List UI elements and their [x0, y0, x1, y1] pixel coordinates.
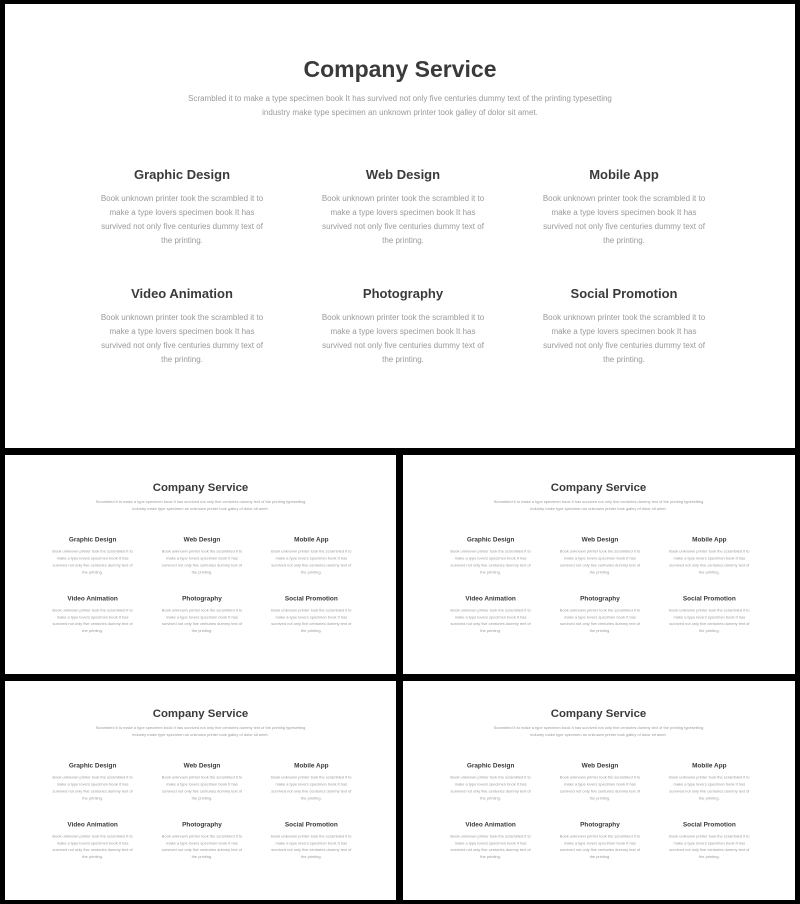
service-title: Social Promotion: [284, 594, 338, 602]
service-graphic-design: [444, 535, 538, 575]
service-photography: [308, 286, 498, 364]
service-photography: [155, 594, 249, 634]
service-title: Mobile App: [692, 761, 727, 770]
service-title: Graphic Design: [466, 535, 515, 544]
service-description: Book unknown printer took the scrambled it to make a type lovers specimen book It has survived not only five centuries dummy text of the printing.: [450, 607, 531, 634]
service-title: Web Design: [183, 761, 221, 770]
service-description: Book unknown printer took the scrambled it to make a type lovers specimen book It has survived not only five centuries dummy text of the printing.: [161, 549, 243, 575]
service-description: Book unknown printer took the scrambled it to make a type lovers specimen book It has survived not only five centuries dummy text of the printing.: [52, 775, 133, 801]
service-social-promotion: [662, 820, 756, 860]
service-mobile-app: [529, 167, 719, 245]
service-title: Web Design: [183, 535, 221, 544]
service-social-promotion: [264, 594, 358, 634]
service-video-animation: [87, 286, 277, 364]
service-title: Video Animation: [465, 820, 516, 828]
service-description: Book unknown printer took the scrambled it to make a type lovers specimen book It has survived not only five centuries dummy text of the printing.: [52, 607, 133, 634]
service-title: Graphic Design: [68, 761, 117, 770]
service-mobile-app: [264, 761, 358, 801]
service-description: Book unknown printer took the scrambled it to make a type lovers specimen book It has survived not only five centuries dummy text of the printing.: [271, 607, 352, 634]
service-description: Book unknown printer took the scrambled it to make a type lovers specimen book It has survived not only five centuries dummy text of the printing.: [100, 194, 264, 245]
slide-title: Company Service: [550, 706, 647, 720]
service-video-animation: [444, 594, 538, 634]
service-web-design: [308, 167, 498, 245]
slide-subtitle: Scrambled it to make a type specimen book It has survived not only five centuries dummy text of the printing typesetting industry make type specimen an unknown printer took galley of dolor sit amet.: [188, 94, 612, 117]
service-social-promotion: [662, 594, 756, 634]
slide-thumbnail-5[interactable]: [403, 681, 795, 900]
service-title: Social Promotion: [682, 594, 736, 602]
slide-title: Company Service: [550, 480, 647, 494]
service-description: Book unknown printer took the scrambled it to make a type lovers specimen book It has survived not only five centuries dummy text of the printing.: [52, 833, 133, 860]
service-description: Book unknown printer took the scrambled it to make a type lovers specimen book It has survived not only five centuries dummy text of the printing.: [669, 833, 750, 860]
service-title: Mobile App: [294, 761, 329, 770]
service-title: Mobile App: [692, 535, 727, 544]
service-description: Book unknown printer took the scrambled it to make a type lovers specimen book It has survived not only five centuries dummy text of the printing.: [52, 549, 133, 575]
service-graphic-design: [46, 535, 140, 575]
service-title: Video Animation: [67, 594, 118, 602]
service-description: Book unknown printer took the scrambled it to make a type lovers specimen book It has survived not only five centuries dummy text of the printing.: [450, 549, 531, 575]
service-video-animation: [46, 820, 140, 860]
slide-title: Company Service: [303, 56, 497, 82]
service-title: Mobile App: [589, 167, 659, 182]
service-web-design: [553, 761, 647, 801]
service-title: Web Design: [581, 535, 619, 544]
service-title: Mobile App: [294, 535, 329, 544]
service-title: Graphic Design: [133, 167, 231, 182]
slide-subtitle: Scrambled it to make a type specimen book It has survived not only five centuries dummy text of the printing typesetting industry make type specimen an unknown printer took galley of dolor sit amet.: [493, 499, 704, 511]
service-title: Photography: [580, 594, 620, 602]
service-title: Video Animation: [67, 820, 118, 828]
service-title: Graphic Design: [466, 761, 515, 770]
service-description: Book unknown printer took the scrambled it to make a type lovers specimen book It has survived not only five centuries dummy text of the printing.: [669, 775, 750, 801]
service-description: Book unknown printer took the scrambled it to make a type lovers specimen book It has survived not only five centuries dummy text of the printing.: [321, 194, 485, 245]
slide-title: Company Service: [152, 706, 249, 720]
service-graphic-design: [46, 761, 140, 801]
slide-thumbnail-2[interactable]: [5, 455, 396, 674]
service-description: Book unknown printer took the scrambled it to make a type lovers specimen book It has survived not only five centuries dummy text of the printing.: [161, 775, 243, 801]
service-description: Book unknown printer took the scrambled it to make a type lovers specimen book It has survived not only five centuries dummy text of the printing.: [542, 194, 706, 245]
service-social-promotion: [529, 286, 719, 364]
service-title: Photography: [580, 820, 620, 828]
service-title: Web Design: [581, 761, 619, 770]
service-mobile-app: [662, 761, 756, 801]
service-photography: [553, 820, 647, 860]
service-graphic-design: [87, 167, 277, 245]
service-description: Book unknown printer took the scrambled it to make a type lovers specimen book It has survived not only five centuries dummy text of the printing.: [559, 549, 641, 575]
service-title: Social Promotion: [682, 820, 736, 828]
service-title: Web Design: [365, 167, 441, 182]
service-description: Book unknown printer took the scrambled it to make a type lovers specimen book It has survived not only five centuries dummy text of the printing.: [559, 833, 641, 860]
service-graphic-design: [444, 761, 538, 801]
service-description: Book unknown printer took the scrambled it to make a type lovers specimen book It has survived not only five centuries dummy text of the printing.: [450, 833, 531, 860]
service-mobile-app: [662, 535, 756, 575]
service-mobile-app: [264, 535, 358, 575]
service-title: Social Promotion: [570, 286, 678, 301]
service-title: Social Promotion: [284, 820, 338, 828]
slide-title: Company Service: [152, 480, 249, 494]
service-description: Book unknown printer took the scrambled it to make a type lovers specimen book It has survived not only five centuries dummy text of the printing.: [669, 549, 750, 575]
service-description: Book unknown printer took the scrambled it to make a type lovers specimen book It has survived not only five centuries dummy text of the printing.: [559, 607, 641, 634]
service-photography: [553, 594, 647, 634]
service-title: Photography: [362, 286, 444, 301]
service-web-design: [553, 535, 647, 575]
service-title: Video Animation: [465, 594, 516, 602]
service-social-promotion: [264, 820, 358, 860]
service-description: Book unknown printer took the scrambled it to make a type lovers specimen book It has survived not only five centuries dummy text of the printing.: [559, 775, 641, 801]
service-description: Book unknown printer took the scrambled it to make a type lovers specimen book It has survived not only five centuries dummy text of the printing.: [271, 833, 352, 860]
service-description: Book unknown printer took the scrambled it to make a type lovers specimen book It has survived not only five centuries dummy text of the printing.: [271, 549, 352, 575]
service-title: Photography: [182, 820, 222, 828]
service-description: Book unknown printer took the scrambled it to make a type lovers specimen book It has survived not only five centuries dummy text of the printing.: [161, 607, 243, 634]
service-description: Book unknown printer took the scrambled it to make a type lovers specimen book It has survived not only five centuries dummy text of the printing.: [271, 775, 352, 801]
service-description: Book unknown printer took the scrambled it to make a type lovers specimen book It has survived not only five centuries dummy text of the printing.: [161, 833, 243, 860]
slide-subtitle: Scrambled it to make a type specimen book It has survived not only five centuries dummy text of the printing typesetting industry make type specimen an unknown printer took galley of dolor sit amet.: [493, 725, 704, 737]
slide-thumbnail-3[interactable]: [403, 455, 795, 674]
service-description: Book unknown printer took the scrambled it to make a type lovers specimen book It has survived not only five centuries dummy text of the printing.: [669, 607, 750, 634]
slide-subtitle: Scrambled it to make a type specimen book It has survived not only five centuries dummy text of the printing typesetting industry make type specimen an unknown printer took galley of dolor sit amet.: [95, 499, 306, 511]
service-description: Book unknown printer took the scrambled it to make a type lovers specimen book It has survived not only five centuries dummy text of the printing.: [450, 775, 531, 801]
service-description: Book unknown printer took the scrambled it to make a type lovers specimen book It has survived not only five centuries dummy text of the printing.: [321, 313, 485, 364]
service-description: Book unknown printer took the scrambled it to make a type lovers specimen book It has survived not only five centuries dummy text of the printing.: [542, 313, 706, 364]
slide-thumbnail-1[interactable]: [5, 4, 795, 448]
service-photography: [155, 820, 249, 860]
service-web-design: [155, 535, 249, 575]
service-title: Photography: [182, 594, 222, 602]
service-video-animation: [444, 820, 538, 860]
service-video-animation: [46, 594, 140, 634]
slide-thumbnail-4[interactable]: [5, 681, 396, 900]
service-description: Book unknown printer took the scrambled it to make a type lovers specimen book It has survived not only five centuries dummy text of the printing.: [100, 313, 264, 364]
service-title: Video Animation: [131, 286, 233, 301]
service-title: Graphic Design: [68, 535, 117, 544]
slide-subtitle: Scrambled it to make a type specimen book It has survived not only five centuries dummy text of the printing typesetting industry make type specimen an unknown printer took galley of dolor sit amet.: [95, 725, 306, 737]
service-web-design: [155, 761, 249, 801]
